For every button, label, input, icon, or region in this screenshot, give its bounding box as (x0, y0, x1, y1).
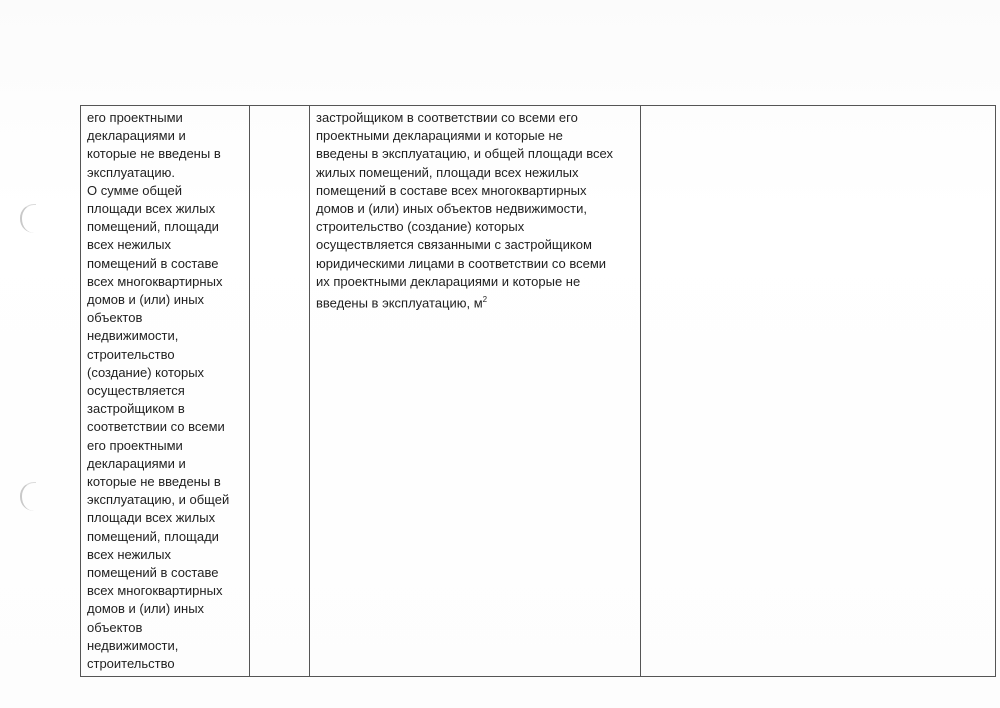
document-table (80, 105, 996, 677)
table-row (81, 106, 996, 677)
unit-superscript: 2 (482, 295, 488, 305)
indicator-body: застройщиком в соответствии со всеми его проектными декларациями и которые не введены в эксплуатацию, и общей площади всех жилых помещений, площади всех нежилых помещений в составе всех многоквартирных домов и (или) иных объектов недвижимости, строительство (создание) которых осуществляется связанными с застройщиком юридическими лицами в соответствии со всеми их проектными декларациями и которые не введены в эксплуатацию, м (316, 110, 613, 311)
table-cell-empty (250, 106, 310, 677)
description-text: его проектными декларациями и которые не введены в эксплуатацию. О сумме общей площади всех жилых помещений, площади всех нежилых помещений в составе всех многоквартирных домов и (или) иных объектов недвижимости, строительство (создание) которых осуществляется застройщиком в соответствии со всеми его проектными декларациями и которые не введены в эксплуатацию, и общей площади всех жилых помещений, площади всех нежилых помещений в составе всех многоквартирных домов и (или) иных объектов недвижимости, строительство (87, 110, 230, 672)
punch-hole-mark (20, 482, 36, 511)
punch-hole-mark (20, 204, 36, 233)
table-cell-value (641, 106, 996, 677)
table-cell-indicator (310, 106, 641, 677)
indicator-text (316, 109, 634, 313)
table-cell-description (81, 106, 250, 677)
